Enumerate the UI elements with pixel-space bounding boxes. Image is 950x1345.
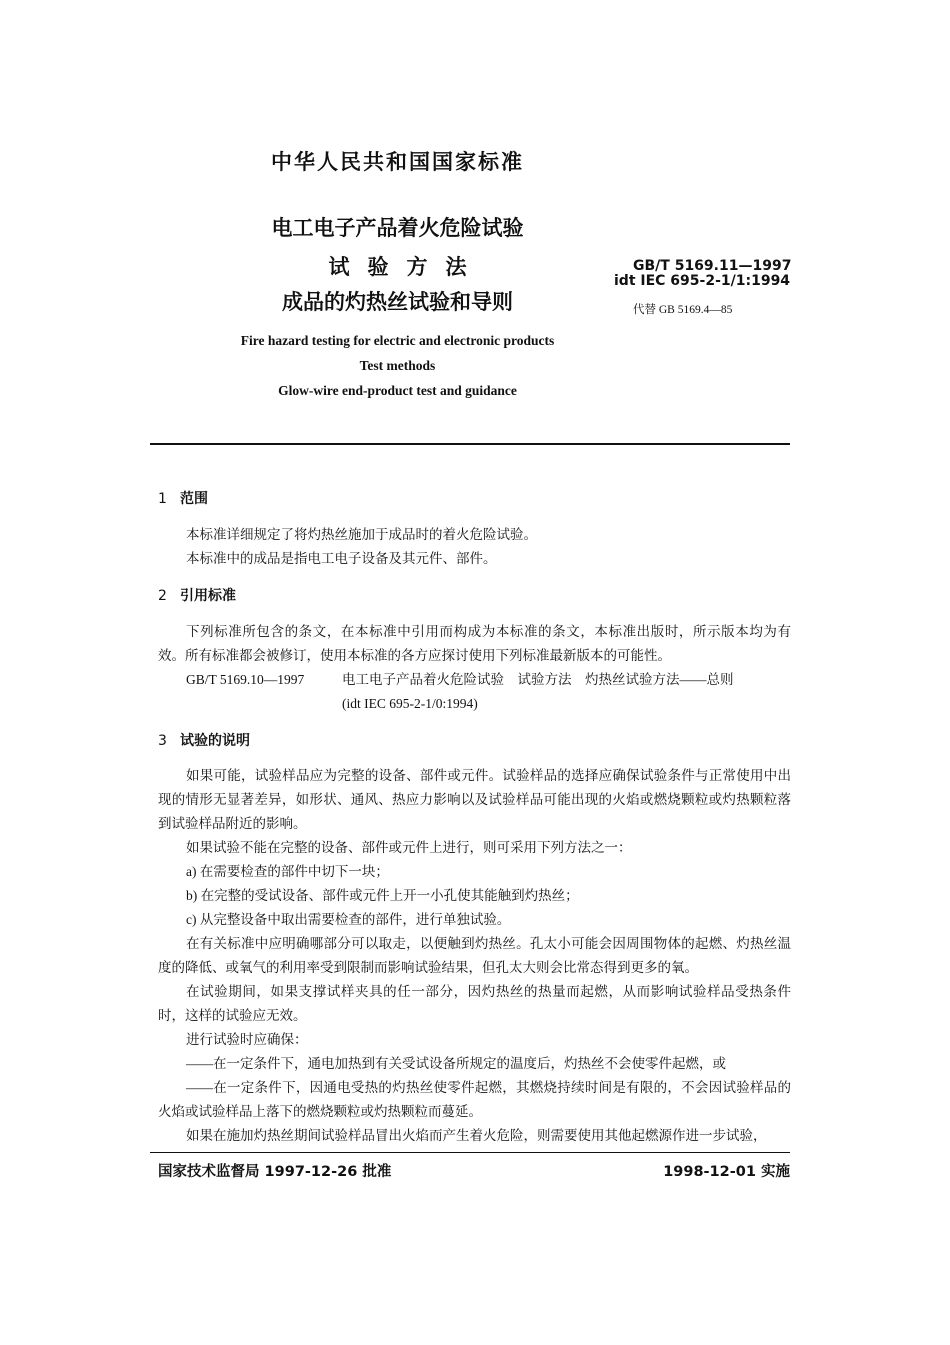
section-3-paragraph-1: 如果可能，试验样品应为完整的设备、部件或元件。试验样品的选择应确保试验条件与正常使用中出现的情形无显著差异，如形状、通风、热应力影响以及试验样品可能出现的火焰或燃烧颗粒或灼热颗粒落到试验样品附近的影响。 <box>158 768 791 831</box>
english-title-line-2: Test methods <box>359 358 436 373</box>
reference-idt: (idt IEC 695-2-1/0:1994) <box>342 696 478 711</box>
section-2-paragraph-1: 下列标准所包含的条文，在本标准中引用而构成为本标准的条文，本标准出版时，所示版本均为有效。所有标准都会被修订，使用本标准的各方应探讨使用下列标准最新版本的可能性。 <box>158 624 791 663</box>
section-title: 引用标准 <box>180 588 236 604</box>
header-divider <box>150 443 790 445</box>
section-number: 1 <box>158 491 167 507</box>
national-standard-title: 中华人民共和国国家标准 <box>271 150 524 174</box>
effective-date: 1998-12-01 实施 <box>663 1164 790 1180</box>
reference-code: GB/T 5169.10—1997 <box>186 672 305 687</box>
section-2-heading <box>158 585 236 605</box>
dash-item-1: ——在一定条件下，通电加热到有关受试设备所规定的温度后，灼热丝不会使零件起燃，或 <box>186 1056 726 1071</box>
list-item-c: c) 从完整设备中取出需要检查的部件，进行单独试验。 <box>186 912 511 927</box>
list-item-a: a) 在需要检查的部件中切下一块； <box>186 864 389 879</box>
section-title: 范围 <box>180 491 208 507</box>
standard-number: GB/T 5169.11—1997 <box>633 258 792 274</box>
section-3-paragraph-4: 在试验期间，如果支撑试样夹具的任一部分，因灼热丝的热量而起燃，从而影响试验样品受热条件时，这样的试验应无效。 <box>158 984 791 1023</box>
chinese-title-line-3: 成品的灼热丝试验和导则 <box>282 290 513 314</box>
section-number: 2 <box>158 588 167 604</box>
section-1-heading <box>158 488 208 508</box>
footer-divider <box>150 1152 790 1153</box>
english-title-line-1: Fire hazard testing for electric and electronic products <box>240 333 555 348</box>
chinese-title-line-1: 电工电子产品着火危险试验 <box>271 216 524 240</box>
section-1-paragraph-1: 本标准详细规定了将灼热丝施加于成品时的着火危险试验。 <box>186 527 537 542</box>
standard-replaces: 代替 GB 5169.4—85 <box>633 304 733 316</box>
chinese-title-line-2: 试验方法 <box>328 255 485 279</box>
section-3-heading <box>158 730 250 750</box>
section-1-paragraph-2: 本标准中的成品是指电工电子设备及其元件、部件。 <box>186 551 497 566</box>
standard-idt: idt IEC 695-2-1/1:1994 <box>614 273 791 289</box>
section-3-paragraph-3: 在有关标准中应明确哪部分可以取走，以便触到灼热丝。孔太小可能会因周围物体的起燃、灼热丝温度的降低、或氧气的利用率受到限制而影响试验结果，但孔太大则会比常态得到更多的氧。 <box>158 936 791 975</box>
dash-item-2: ——在一定条件下，因通电受热的灼热丝使零件起燃，其燃烧持续时间是有限的，不会因试验样品的火焰或试验样品上落下的燃烧颗粒或灼热颗粒而蔓延。 <box>158 1080 791 1119</box>
section-title: 试验的说明 <box>180 733 250 749</box>
section-3-paragraph-2: 如果试验不能在完整的设备、部件或元件上进行，则可采用下列方法之一： <box>186 840 632 855</box>
section-3-paragraph-5: 进行试验时应确保： <box>186 1032 308 1047</box>
reference-title: 电工电子产品着火危险试验 试验方法 灼热丝试验方法——总则 <box>342 672 734 687</box>
list-item-b: b) 在完整的受试设备、部件或元件上开一小孔使其能触到灼热丝； <box>186 888 579 903</box>
section-number: 3 <box>158 733 167 749</box>
english-title-line-3: Glow-wire end-product test and guidance <box>278 383 517 398</box>
approval-date: 国家技术监督局 1997-12-26 批准 <box>158 1164 392 1180</box>
section-3-paragraph-6: 如果在施加灼热丝期间试验样品冒出火焰而产生着火危险，则需要使用其他起燃源作进一步试验， <box>186 1128 767 1143</box>
